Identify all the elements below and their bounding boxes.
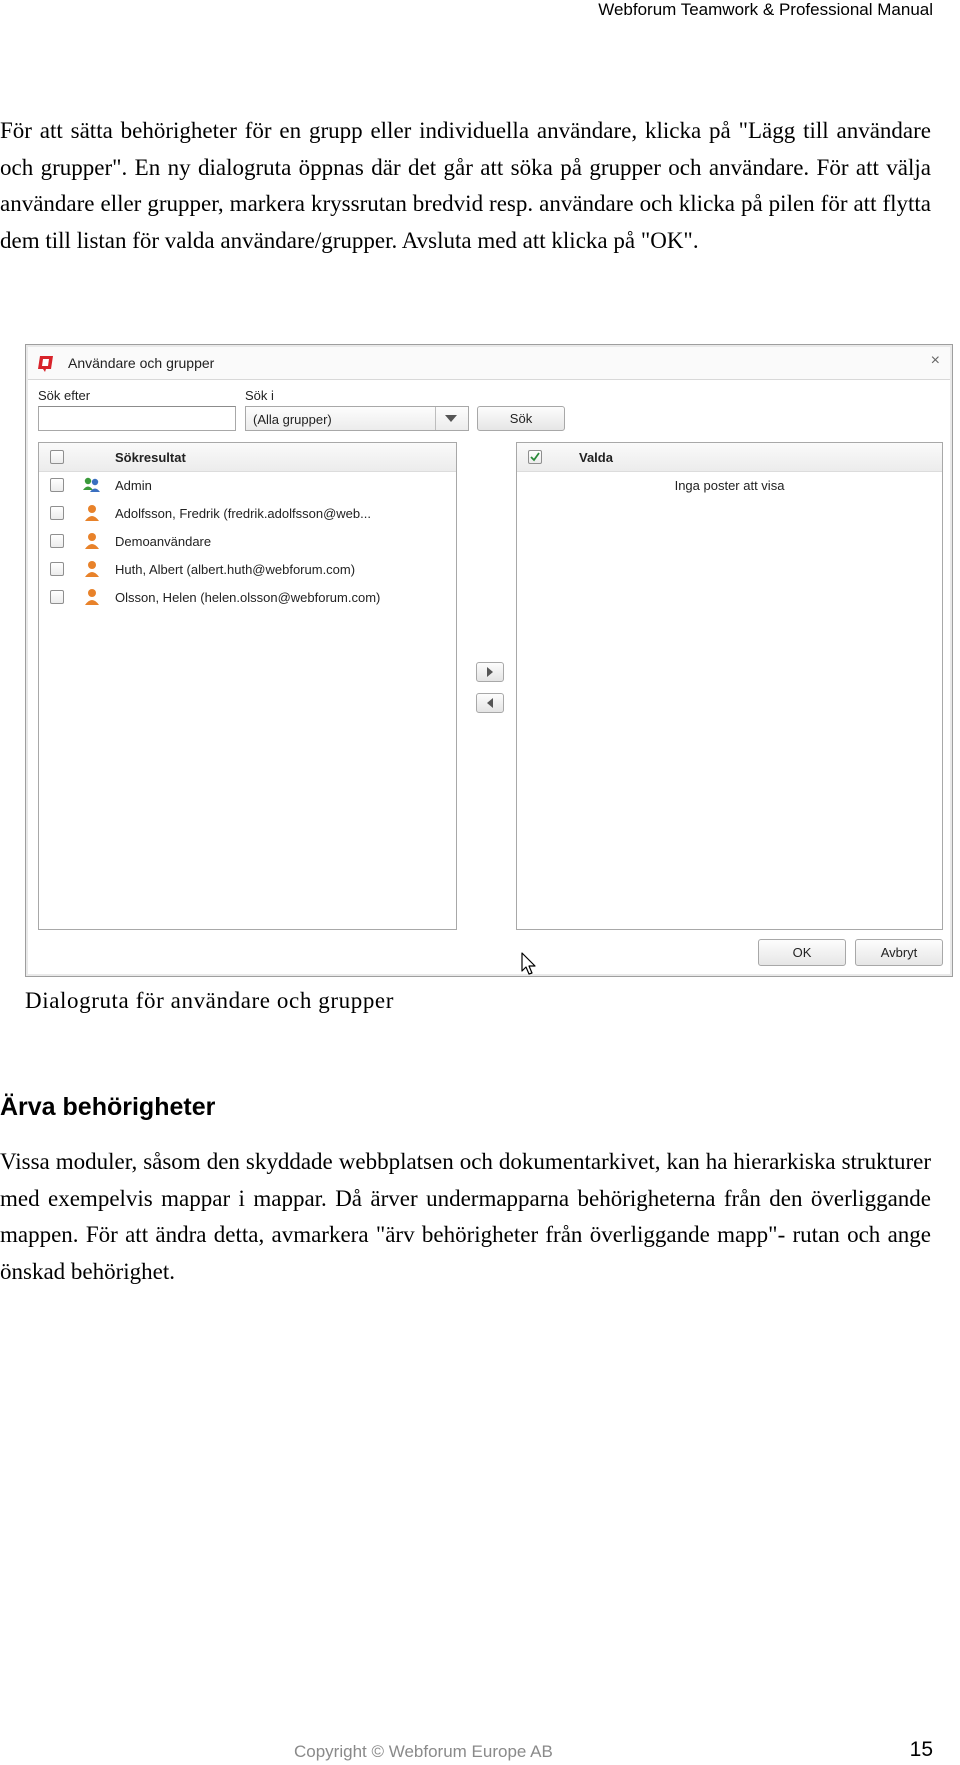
empty-message: Inga poster att visa xyxy=(674,478,785,493)
page-number: 15 xyxy=(909,1738,933,1761)
result-row[interactable] xyxy=(39,527,456,555)
ok-button[interactable]: OK xyxy=(758,939,846,966)
row-checkbox[interactable] xyxy=(50,478,64,492)
mouse-pointer-icon xyxy=(521,952,537,976)
selected-title: Valda xyxy=(579,450,613,465)
result-row[interactable] xyxy=(39,555,456,583)
search-for-label: Sök efter xyxy=(38,388,91,403)
move-left-button[interactable] xyxy=(476,693,504,713)
arrow-right-icon xyxy=(486,667,494,677)
arrow-left-icon xyxy=(486,698,494,708)
close-icon[interactable]: × xyxy=(930,352,940,369)
checkmark-icon xyxy=(530,452,540,462)
row-checkbox[interactable] xyxy=(50,590,64,604)
search-button[interactable]: Sök xyxy=(477,406,565,431)
footer-copyright: Copyright © Webforum Europe AB xyxy=(294,1742,553,1761)
running-header: Webforum Teamwork & Professional Manual xyxy=(598,0,933,19)
cancel-button[interactable]: Avbryt xyxy=(855,939,943,966)
chevron-down-icon xyxy=(445,415,457,422)
webforum-logo-icon xyxy=(37,354,55,372)
result-label: Huth, Albert (albert.huth@webforum.com) xyxy=(115,562,356,577)
group-icon xyxy=(82,476,102,494)
users-groups-dialog xyxy=(25,344,953,977)
user-icon xyxy=(82,560,102,578)
intro-paragraph: För att sätta behörigheter för en grupp eller individuella användare, klicka på "Lägg till användare och grupper". En ny dialogruta öppnas där det går att söka på grupper och användare. För att välja användare eller grupper, markera kryssrutan bredvid resp. användare och klicka på pilen för att flytta dem till listan för valda användare/grupper. Avsluta med att klicka på "OK". xyxy=(0,118,931,254)
result-label: Demoanvändare xyxy=(115,534,212,549)
search-results-header xyxy=(39,443,456,472)
row-checkbox[interactable] xyxy=(50,534,64,548)
selected-header xyxy=(517,443,942,472)
search-results-panel xyxy=(38,442,457,930)
dialog-titlebar xyxy=(28,347,950,380)
search-in-value: (Alla grupper) xyxy=(253,412,332,427)
result-label: Olsson, Helen (helen.olsson@webforum.com) xyxy=(115,590,381,605)
result-row[interactable] xyxy=(39,583,456,611)
move-right-button[interactable] xyxy=(476,662,504,682)
result-label: Admin xyxy=(115,478,152,493)
search-input[interactable] xyxy=(38,406,236,431)
user-icon xyxy=(82,588,102,606)
section-paragraph: Vissa moduler, såsom den skyddade webbplatsen och dokumentarkivet, kan ha hierarkiska strukturer med exempelvis mappar i mappar. Då ärver undermapparna behörigheterna från den överliggande mappen. För att ändra detta, avmarkera "ärv behörigheter från överliggande mapp"- rutan och ange önskad behörighet. xyxy=(0,1149,931,1285)
row-checkbox[interactable] xyxy=(50,506,64,520)
user-icon xyxy=(82,532,102,550)
search-in-label: Sök i xyxy=(245,388,274,403)
figure-caption: Dialogruta för användare och grupper xyxy=(25,988,395,1013)
select-all-checkbox[interactable] xyxy=(50,450,64,464)
selected-panel xyxy=(516,442,943,930)
section-heading: Ärva behörigheter xyxy=(0,1093,216,1121)
result-label: Adolfsson, Fredrik (fredrik.adolfsson@web... xyxy=(115,506,371,521)
user-icon xyxy=(82,504,102,522)
result-row[interactable] xyxy=(39,499,456,527)
search-in-select[interactable] xyxy=(245,406,469,431)
selected-all-checkbox[interactable] xyxy=(528,450,542,464)
result-row[interactable] xyxy=(39,471,456,499)
row-checkbox[interactable] xyxy=(50,562,64,576)
dropdown-arrow[interactable] xyxy=(435,407,468,430)
dialog-title: Användare och grupper xyxy=(68,355,215,371)
search-results-title: Sökresultat xyxy=(115,450,186,465)
